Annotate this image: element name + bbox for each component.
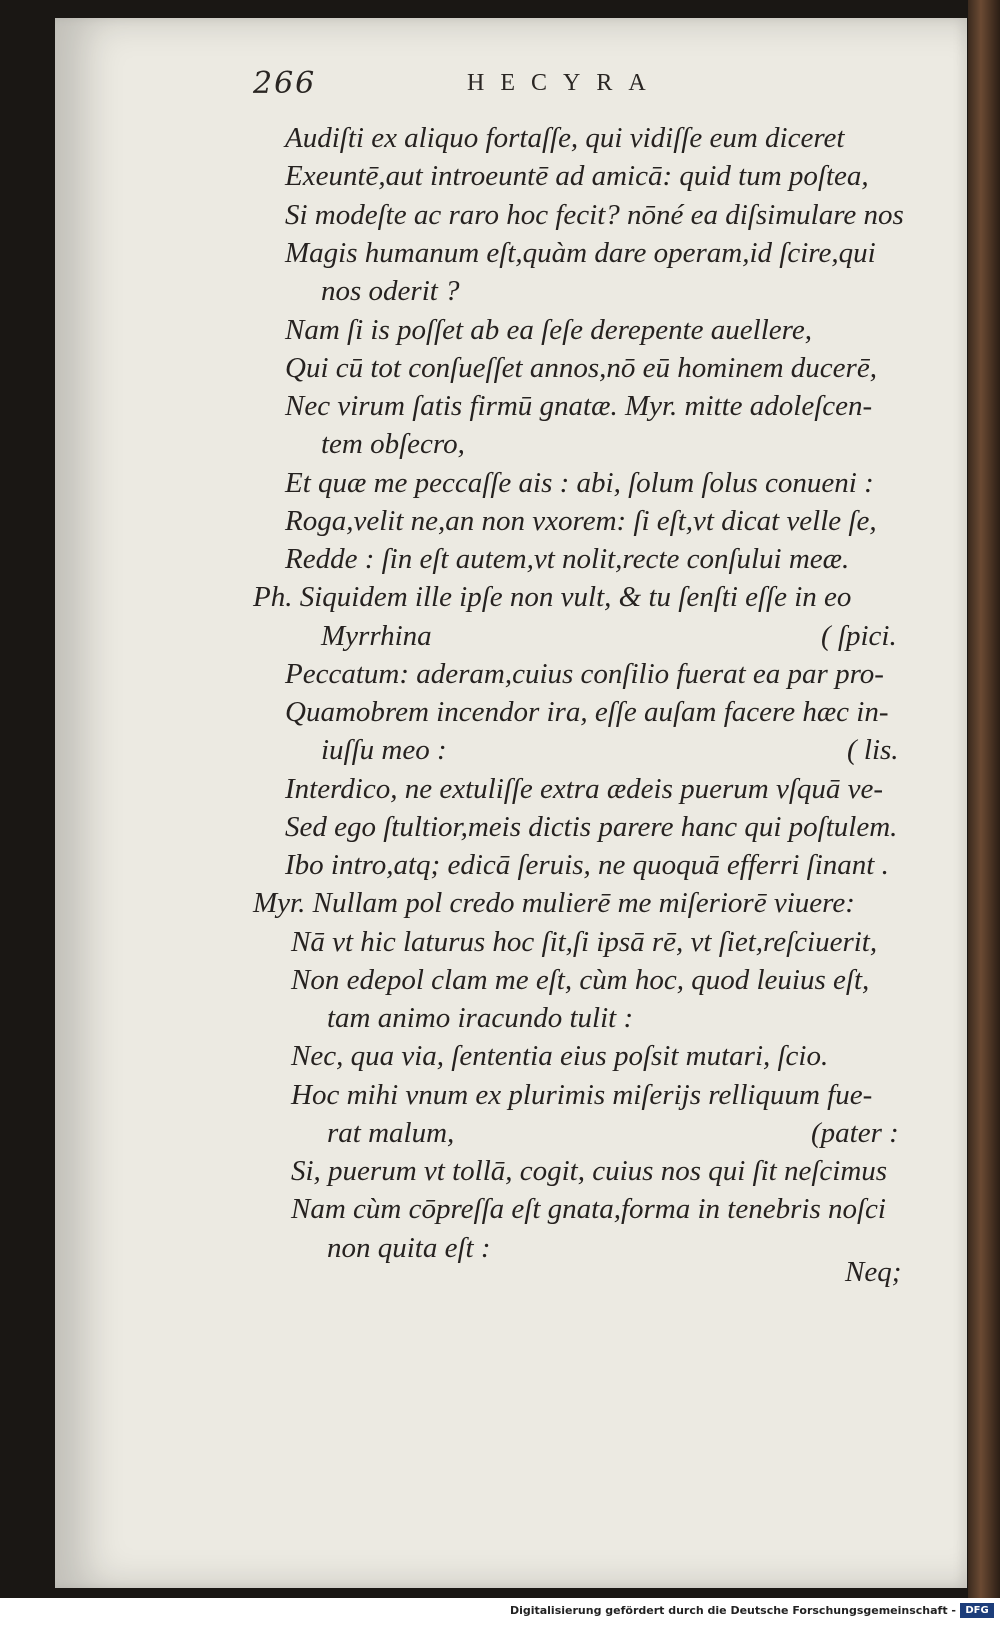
- running-title: HECYRA: [467, 70, 662, 96]
- speaker-line: Ph. Siquidem ille ipſe non vult, & tu ſenſti eſſe in eo: [253, 581, 852, 613]
- digitization-footer: [0, 1598, 1000, 1625]
- text-line: Myrrhina: [321, 620, 432, 652]
- turnover-fragment: (pater :: [811, 1117, 899, 1149]
- text-line: rat malum,: [327, 1117, 455, 1149]
- text-line: Exeuntē,aut introeuntē ad amicā: quid tum poſtea,: [285, 160, 869, 192]
- text-line: Nam cùm cōpreſſa eſt gnata,forma in tenebris noſci: [291, 1193, 886, 1225]
- text-line: non quita eſt :: [327, 1232, 491, 1264]
- catchword: Neq;: [845, 1256, 902, 1288]
- text-line: nos oderit ?: [321, 275, 460, 307]
- text-line: iuſſu meo :: [321, 734, 447, 766]
- text-line: Nā vt hic laturus hoc ſit,ſi ipsā rē, vt ſiet,reſciuerit,: [291, 926, 878, 958]
- text-line: Nec, qua via, ſententia eius poſsit mutari, ſcio.: [291, 1040, 829, 1072]
- text-line: Et quæ me peccaſſe ais : abi, ſolum ſolus conueni :: [285, 467, 874, 499]
- text-line: Hoc mihi vnum ex plurimis miſerijs relliquum fue-: [291, 1079, 873, 1111]
- text-line: Interdico, ne extuliſſe extra ædeis puerum vſquā ve-: [285, 773, 884, 805]
- text-line: Nam ſi is poſſet ab ea ſeſe derepente auellere,: [285, 314, 812, 346]
- text-line: Roga,velit ne,an non vxorem: ſi eſt,vt dicat velle ſe,: [285, 505, 877, 537]
- text-line: Ibo intro,atq; edicā ſeruis, ne quoquā efferri ſinant .: [285, 849, 889, 881]
- text-line: Redde : ſin eſt autem,vt nolit,recte conſului meæ.: [285, 543, 850, 575]
- text-line: Audiſti ex aliquo fortaſſe, qui vidiſſe eum diceret: [285, 122, 845, 154]
- speaker-line: Myr. Nullam pol credo mulierē me miſeriorē viuere:: [253, 887, 855, 919]
- page-number: 266: [253, 66, 317, 101]
- book-cover-edge: [968, 0, 1000, 1598]
- text-line: Si modeſte ac raro hoc fecit? nōné ea diſsimulare nos: [285, 199, 904, 231]
- text-line: Non edepol clam me eſt, cùm hoc, quod leuius eſt,: [291, 964, 870, 996]
- text-line: Nec virum ſatis firmū gnatæ. Myr. mitte adoleſcen-: [285, 390, 873, 422]
- turnover-fragment: ( lis.: [847, 734, 899, 766]
- turnover-fragment: ( ſpici.: [821, 620, 897, 652]
- book-page: [55, 18, 967, 1588]
- text-line: Peccatum: aderam,cuius conſilio fuerat ea par pro-: [285, 658, 884, 690]
- text-line: Magis humanum eſt,quàm dare operam,id ſcire,qui: [285, 237, 876, 269]
- text-line: tem obſecro,: [321, 428, 465, 460]
- text-line: Quamobrem incendor ira, eſſe auſam facere hæc in-: [285, 696, 889, 728]
- dfg-logo-icon: DFG: [960, 1603, 994, 1618]
- text-line: tam animo iracundo tulit :: [327, 1002, 634, 1034]
- text-line: Qui cū tot conſueſſet annos,nō eū hominem ducerē,: [285, 352, 877, 384]
- text-line: Sed ego ſtultior,meis dictis parere hanc qui poſtulem.: [285, 811, 898, 843]
- text-line: Si, puerum vt tollā, cogit, cuius nos qui ſit neſcimus: [291, 1155, 888, 1187]
- footer-credit: Digitalisierung gefördert durch die Deutsche Forschungsgemeinschaft -: [509, 1604, 956, 1617]
- page-header: [55, 66, 967, 106]
